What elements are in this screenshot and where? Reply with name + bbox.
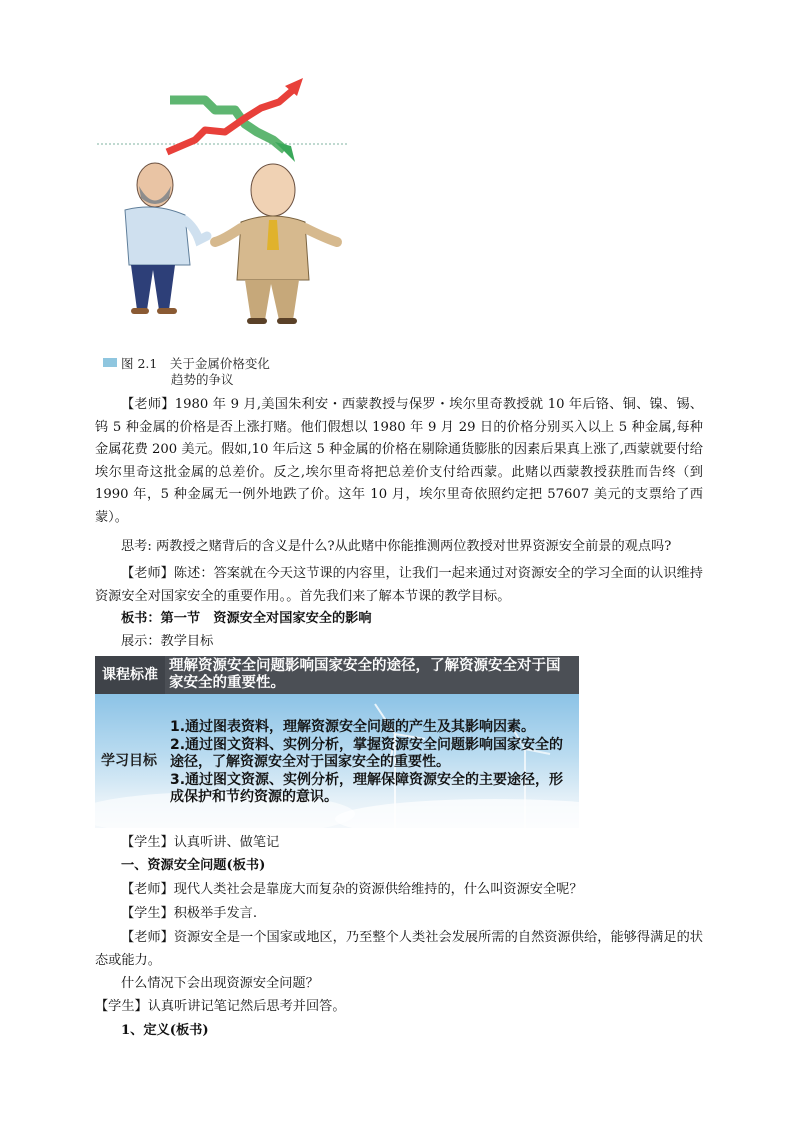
board-heading: 板书：第一节 资源安全对国家安全的影响 <box>121 611 372 626</box>
learning-goal-3: 3.通过图文资源、实例分析，理解保障资源安全的主要途径，形成保护和节约资源的意识。 <box>170 771 564 805</box>
caption-square-icon <box>103 358 117 367</box>
objectives-banner <box>95 656 579 828</box>
show-objectives: 展示：教学目标 <box>121 634 214 649</box>
paragraph-question: 思考: 两教授之赌背后的含义是什么?从此赌中你能推测两位教授对世界资源安全前景的观点吗? <box>121 539 672 554</box>
caption-line-2: 趋势的争议 <box>171 372 234 387</box>
section-heading-resource-security: 一、资源安全问题(板书) <box>121 858 266 873</box>
definition-heading: 1、定义(板书) <box>121 1023 209 1038</box>
learning-goal-1: 1.通过图表资料，理解资源安全问题的产生及其影响因素。 <box>170 719 536 735</box>
teacher-definition: 【老师】资源安全是一个国家或地区，乃至整个人类社会发展所需的自然资源供给，能够得满足的状态或能力。 <box>95 930 703 968</box>
learning-goal-2: 2.通过图文资料、实例分析，掌握资源安全问题影响国家安全的途径，了解资源安全对于国家安全的重要性。 <box>170 736 564 770</box>
question-when: 什么情况下会出现资源安全问题？ <box>121 976 319 991</box>
professors-illustration <box>95 70 350 332</box>
paragraph-teacher-intro: 【老师】陈述：答案就在今天这节课的内容里，让我们一起来通过对资源安全的学习全面的认识维持资源安全对国家安全的重要作用。。首先我们来了解本节课的教学目标。 <box>95 566 703 604</box>
teacher-question: 【老师】现代人类社会是靠庞大而复杂的资源供给维持的，什么叫资源安全呢？ <box>121 882 583 897</box>
learning-goals-list <box>170 719 575 807</box>
curriculum-standard-label: 课程标准 <box>95 656 165 694</box>
student-listen: 【学生】认真听讲、做笔记 <box>121 835 280 850</box>
curriculum-standard-bar <box>95 656 579 694</box>
student-answer: 【学生】积极举手发言. <box>121 906 258 921</box>
figure-caption <box>103 356 270 388</box>
paragraph-story: 【老师】1980 年 9 月,美国朱利安・西蒙教授与保罗・埃尔里奇教授就 10 年后铬、铜、镍、锡、钨 5 种金属的价格是否上涨打赌。他们假想以 1980 年 9 月 29 日的价格分别买入以上 5 种金属,每种金属花费 200 美元。假如,10 年后这 5 种金属的价格在剔除通货膨胀的因素后果真上涨了,西蒙就要付给埃尔里奇这批金属的总差价。反之,埃尔里奇将把总差价支付给西蒙。此赌以西蒙教授获胜而告终（到 1990 年，5 种金属无一例外地跌了价。这年 10 月，埃尔里奇依照约定把 57607 美元的支票给了西蒙）。 <box>95 397 703 525</box>
caption-number: 图 2.1 <box>121 356 158 371</box>
caption-line-1: 关于金属价格变化 <box>169 356 270 371</box>
learning-goals-label: 学习目标 <box>101 753 157 769</box>
curriculum-standard-text: 理解资源安全问题影响国家安全的途径，了解资源安全对于国家安全的重要性。 <box>169 658 561 691</box>
student-think: 【学生】认真听讲记笔记然后思考并回答。 <box>95 999 346 1014</box>
learning-goals-panel <box>95 694 579 828</box>
